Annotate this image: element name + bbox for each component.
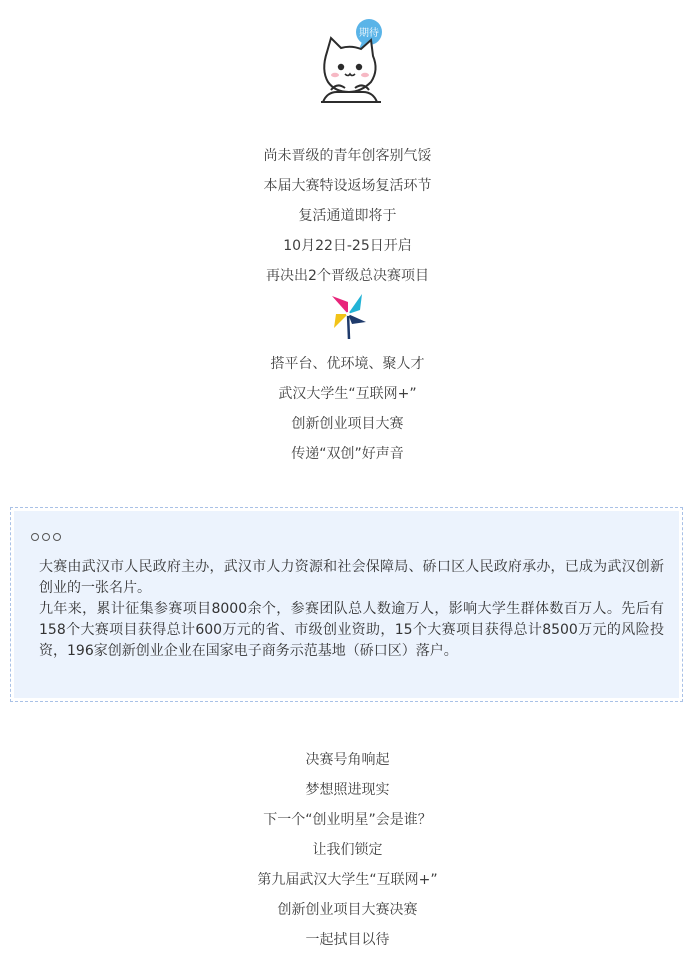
info-box [10,507,683,702]
text-line: 本届大赛特设返场复活环节 [263,178,432,194]
pinwheel-icon [328,292,368,340]
text-line: 再决出2个晋级总决赛项目 [266,268,429,284]
text-line: 尚未晋级的青年创客别气馁 [263,148,432,164]
text-line: 传递“双创”好声音 [291,446,404,462]
cat-mascot-icon [315,18,387,104]
text-line: 梦想照进现实 [305,782,390,798]
info-box-background [14,511,679,698]
three-dots-icon [31,533,61,543]
info-paragraph: 大赛由武汉市人民政府主办，武汉市人力资源和社会保障局、硚口区人民政府承办，已成为武汉创新创业的一张名片。 [39,559,664,596]
closing-text-block [0,745,695,955]
text-line: 下一个“创业明星”会是谁？ [263,812,432,828]
text-line: 第九届武汉大学生“互联网+” [257,872,438,888]
text-line: 让我们锁定 [312,842,383,858]
intro-text-block [0,141,695,291]
slogan-text-block [0,349,695,469]
text-line: 决赛号角响起 [305,752,390,768]
info-paragraph: 九年来，累计征集参赛项目8000余个，参赛团队总人数逾万人，影响大学生群体数百万人。先后有158个大赛项目获得总计600万元的省、市级创业资助，15个大赛项目获得总计8500万元的风险投资，196家创新创业企业在国家电子商务示范基地（硚口区）落户。 [39,601,664,659]
text-line: 创新创业项目大赛决赛 [277,902,418,918]
text-line: 搭平台、优环境、聚人才 [270,356,425,372]
text-line: 武汉大学生“互联网+” [278,386,417,402]
text-line: 创新创业项目大赛 [291,416,404,432]
info-text [39,557,664,662]
text-line: 复活通道即将于 [298,208,397,224]
text-line: 10月22日-25日开启 [283,238,412,254]
bubble-text: 期待 [359,28,379,39]
text-line: 一起拭目以待 [305,932,390,948]
